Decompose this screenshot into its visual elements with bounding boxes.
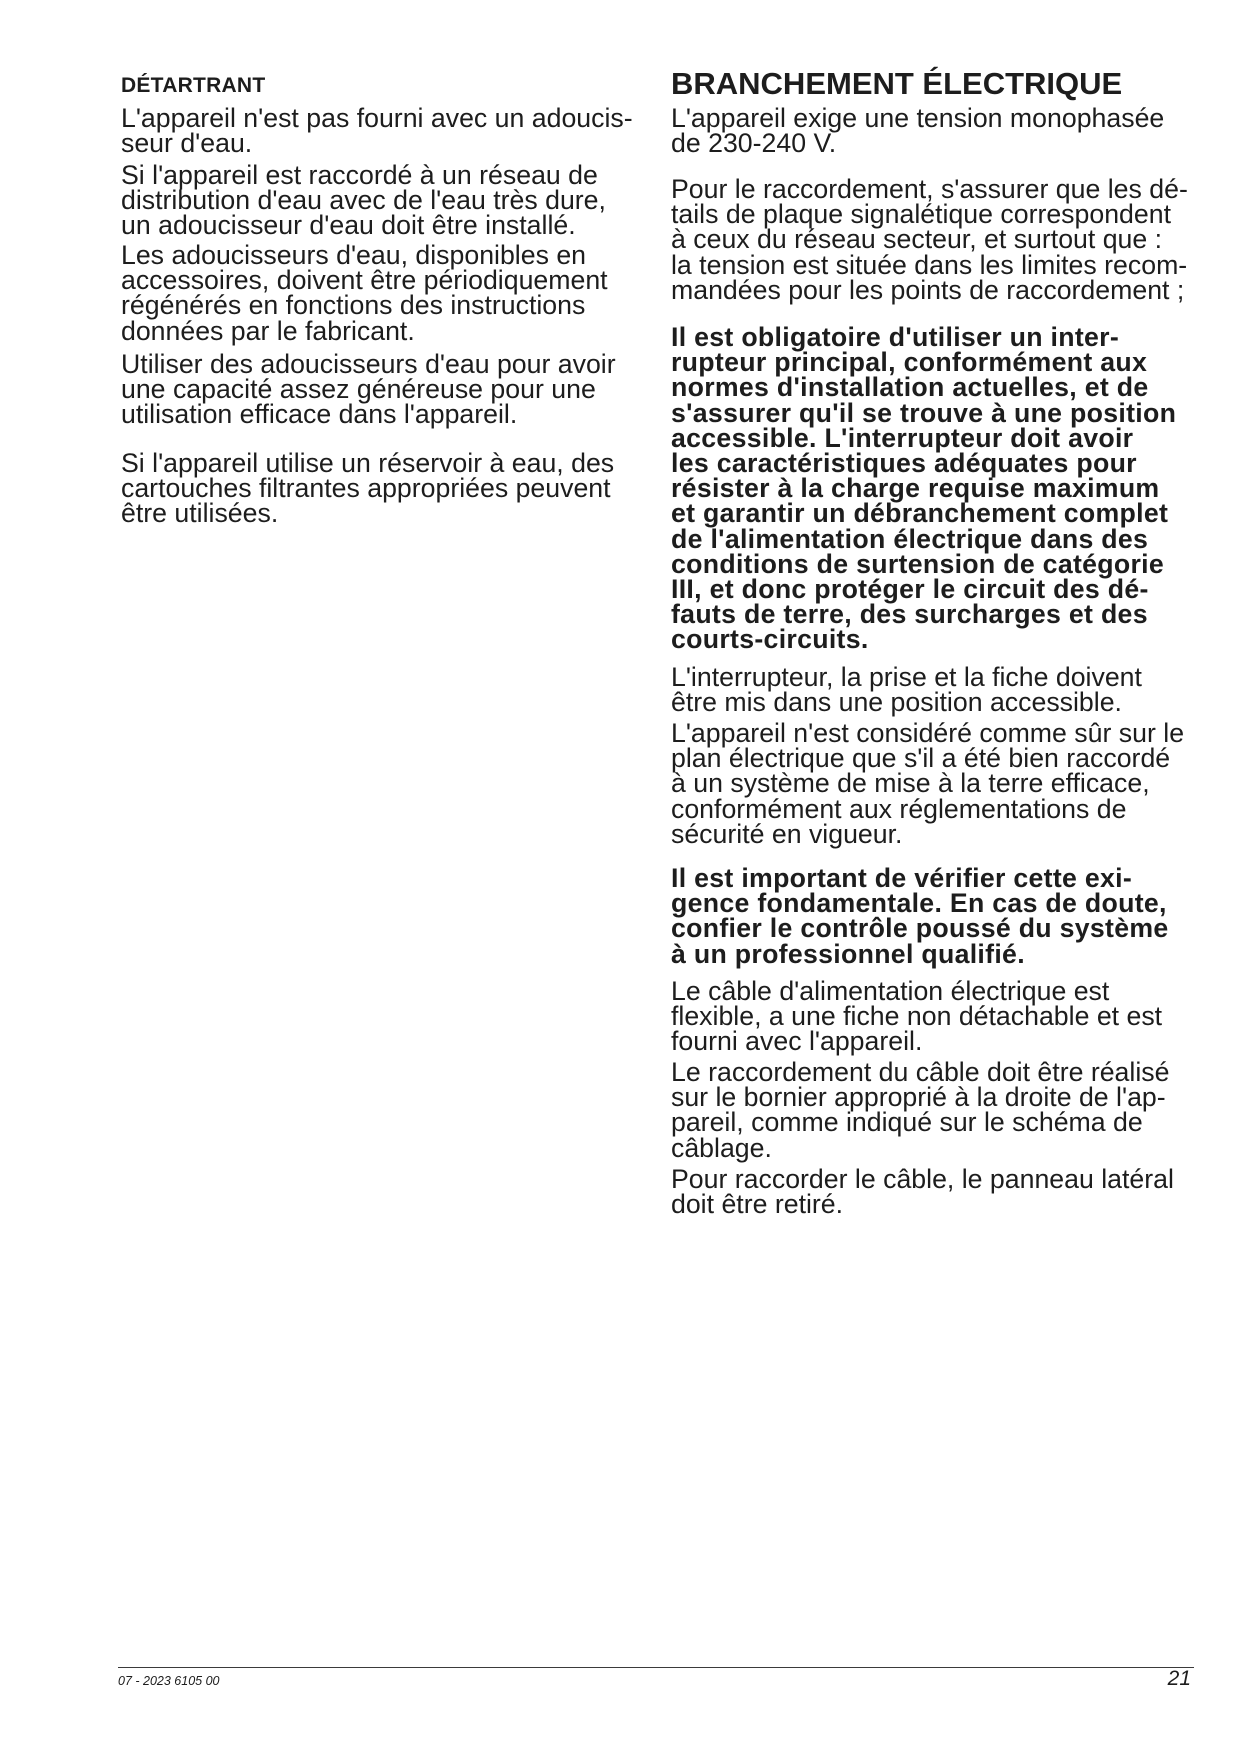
paragraph-side-panel: Pour raccorder le câble, le panneau latéral doit être retiré. [671,1164,1174,1220]
warning-main-switch: Il est obligatoire d'utiliser un inter- rupteur principal, conformément aux normes d'installation actuelles, et de s'assurer qu'il se trouve à une position accessible. L'interrupteur doit avoir les caractéristiques adéquates pour résister à la charge requise maximum et garantir un débranchement complet de l'alimentation électrique dans des conditions de surtension de catégorie III, et donc protéger le circuit des dé- fauts de terre, des surcharges et des courts-circuits. [671,322,1177,655]
paragraph-voltage: L'appareil exige une tension monophasée de 230-240 V. [671,103,1165,159]
left-column [121,0,651,1754]
paragraph-power-cable: Le câble d'alimentation électrique est flexible, a une fiche non détachable et est fourni avec l'appareil. [671,976,1163,1057]
paragraph-filter-cartridges: Si l'appareil utilise un réservoir à eau, des cartouches filtrantes appropriées peuvent être utilisées. [121,448,615,529]
page-number: 21 [1167,1667,1191,1690]
paragraph-softener-not-supplied: L'appareil n'est pas fourni avec un adoucis- seur d'eau. [121,103,633,159]
paragraph-rating-plate-check: Pour le raccordement, s'assurer que les dé- tails de plaque signalétique correspondent à ceux du réseau secteur, et surtout que : la tension est située dans les limites recom- mandées pour les points de raccordement ; [671,174,1188,305]
paragraph-hard-water-softener: Si l'appareil est raccordé à un réseau de distribution d'eau avec de l'eau très dure, un adoucisseur d'eau doit être installé. [121,160,606,241]
paragraph-softener-regeneration: Les adoucisseurs d'eau, disponibles en accessoires, doivent être périodiquement régénérés en fonctions des instructions données par le fabricant. [121,240,608,346]
document-reference: 07 - 2023 6105 00 [118,1674,220,1688]
footer-divider [118,1667,1194,1668]
warning-professional-check: Il est important de vérifier cette exi- gence fondamentale. En cas de doute, confier le contrôle poussé du système à un professionnel qualifié. [671,863,1169,969]
paragraph-switch-accessibility: L'interrupteur, la prise et la fiche doivent être mis dans une position accessible. [671,662,1142,718]
paragraph-softener-capacity: Utiliser des adoucisseurs d'eau pour avoir une capacité assez généreuse pour une utilisation efficace dans l'appareil. [121,349,616,430]
heading-descaling: DÉTARTRANT [121,74,266,97]
heading-electrical-connection: BRANCHEMENT ÉLECTRIQUE [671,66,1123,101]
paragraph-earthing: L'appareil n'est considéré comme sûr sur le plan électrique que s'il a été bien raccordé à un système de mise à la terre efficace, conformément aux réglementations de sécurité en vigueur. [671,718,1185,849]
paragraph-terminal-block: Le raccordement du câble doit être réalisé sur le bornier approprié à la droite de l'ap- pareil, comme indiqué sur le schéma de câblage. [671,1057,1170,1163]
right-column [671,0,1216,1754]
